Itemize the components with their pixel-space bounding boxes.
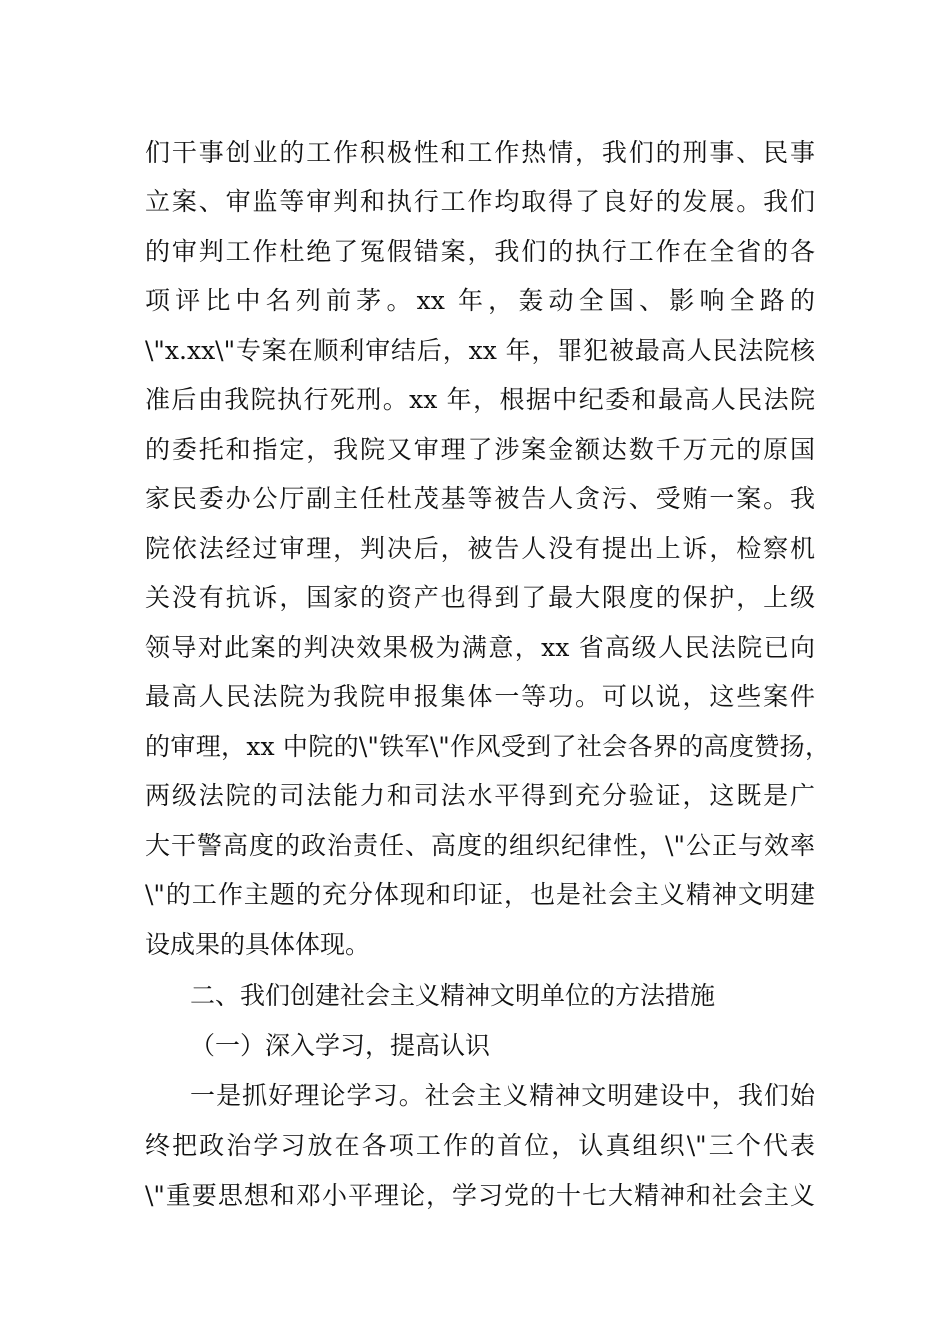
paragraph-line: \"的工作主题的充分体现和印证，也是社会主义精神文明建 (145, 880, 815, 909)
paragraph-line: 最高人民法院为我院申报集体一等功。可以说，这些案件 (145, 682, 815, 711)
paragraph-line: \"重要思想和邓小平理论，学习党的十七大精神和社会主义 (145, 1181, 815, 1210)
paragraph-line: \"x.xx\"专案在顺利审结后，xx 年，罪犯被最高人民法院核 (145, 336, 815, 365)
paragraph-line: 一是抓好理论学习。社会主义精神文明建设中，我们始 (190, 1081, 815, 1110)
subsection-heading: （一）深入学习，提高认识 (190, 1031, 491, 1060)
paragraph-line: 的审判工作杜绝了冤假错案，我们的执行工作在全省的各 (145, 237, 815, 266)
paragraph-line: 们干事创业的工作积极性和工作热情，我们的刑事、民事 (145, 138, 815, 167)
paragraph-line: 设成果的具体体现。 (145, 930, 371, 959)
section-heading: 二、我们创建社会主义精神文明单位的方法措施 (190, 981, 716, 1010)
paragraph-line: 院依法经过审理，判决后，被告人没有提出上诉，检察机 (145, 534, 815, 563)
paragraph-line: 大干警高度的政治责任、高度的组织纪律性，\"公正与效率 (145, 831, 815, 860)
paragraph-line: 家民委办公厅副主任杜茂基等被告人贪污、受贿一案。我 (145, 484, 815, 513)
paragraph-line: 项评比中名列前茅。xx 年，轰动全国、影响全路的 (145, 286, 815, 315)
paragraph-line: 立案、审监等审判和执行工作均取得了良好的发展。我们 (145, 187, 815, 216)
paragraph-line: 两级法院的司法能力和司法水平得到充分验证，这既是广 (145, 781, 815, 810)
paragraph-line: 的审理，xx 中院的\"铁军\"作风受到了社会各界的高度赞扬， (145, 732, 830, 761)
paragraph-line: 领导对此案的判决效果极为满意，xx 省高级人民法院已向 (145, 633, 815, 662)
paragraph-line: 的委托和指定，我院又审理了涉案金额达数千万元的原国 (145, 435, 815, 464)
paragraph-line: 终把政治学习放在各项工作的首位，认真组织\"三个代表 (145, 1131, 815, 1160)
paragraph-line: 关没有抗诉，国家的资产也得到了最大限度的保护，上级 (145, 583, 815, 612)
paragraph-line: 准后由我院执行死刑。xx 年，根据中纪委和最高人民法院 (145, 385, 815, 414)
